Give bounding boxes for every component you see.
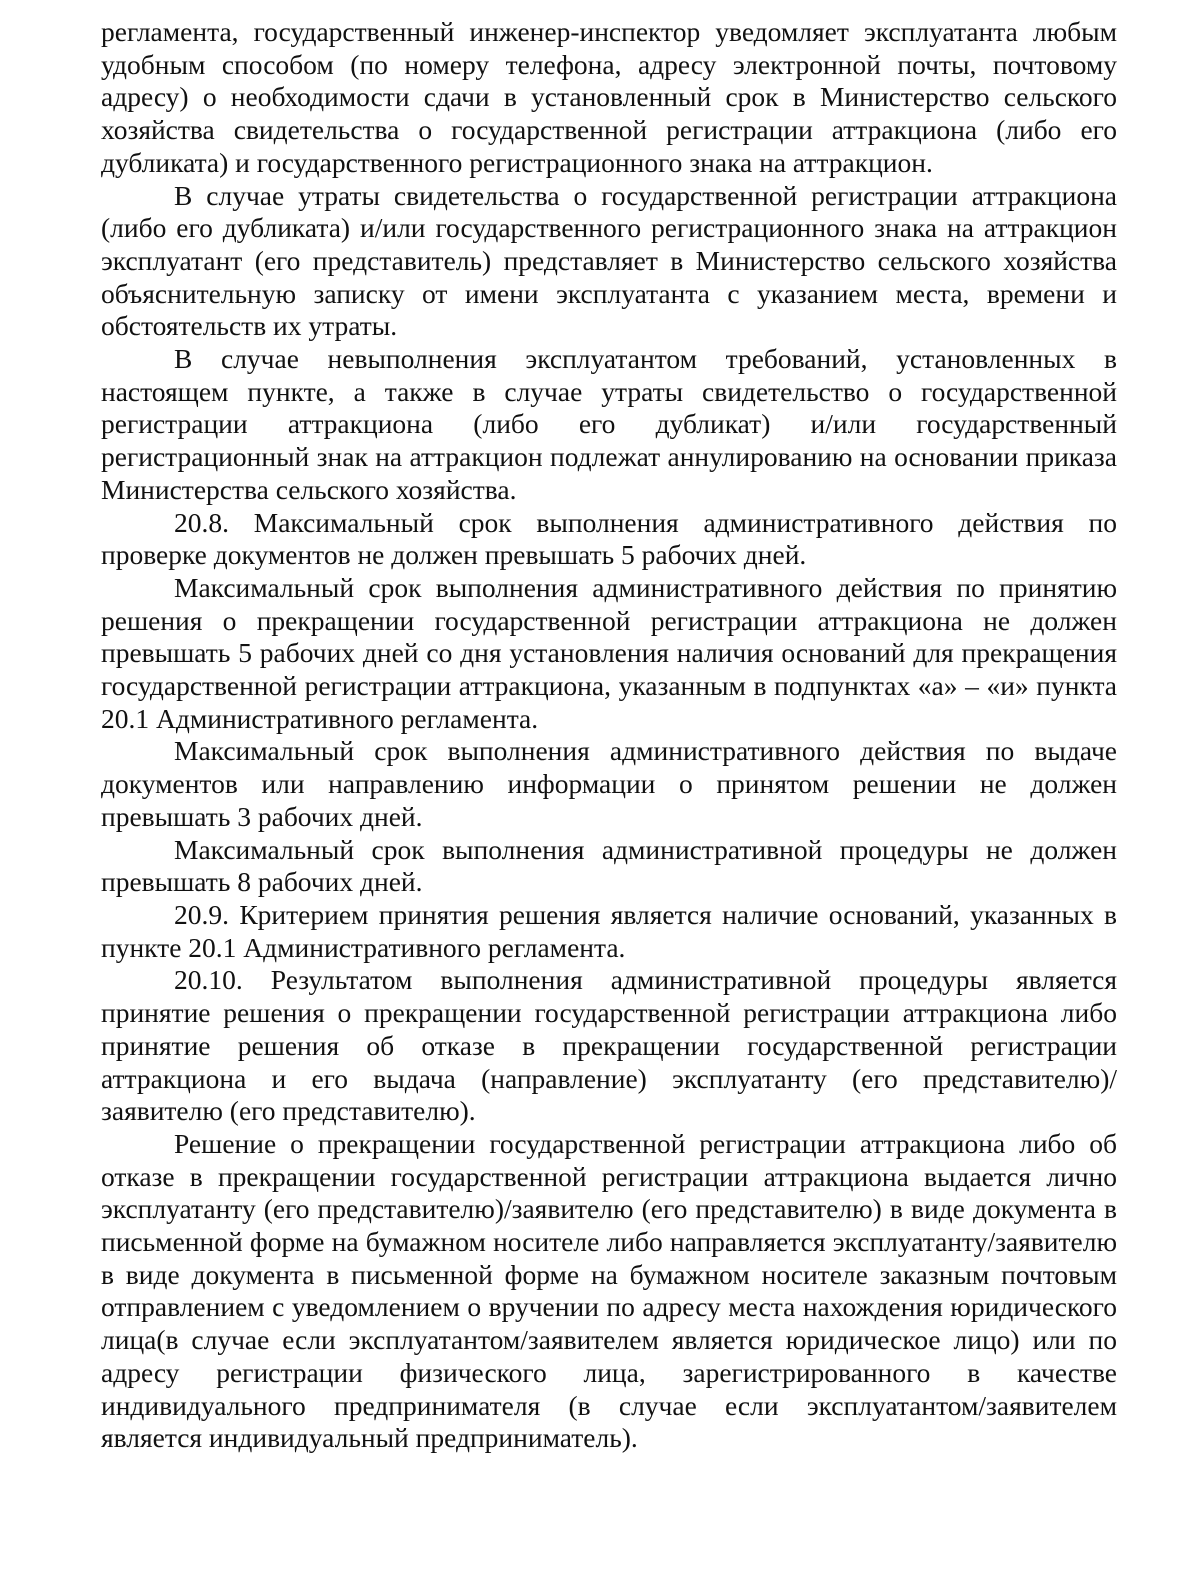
paragraph-20-8: 20.8. Максимальный срок выполнения административного действия по проверке документов не должен превышать 5 рабочих дней. [101,506,1117,571]
document-body [101,16,1117,1455]
paragraph-certificate-loss: В случае утраты свидетельства о государственной регистрации аттракциона (либо его дубликата) и/или государственного регистрационного знака на аттракцион эксплуатант (его представитель) представляет в Министерство сельского хозяйства объяснительную записку от имени эксплуатанта с указанием места, времени и обстоятельств их утраты. [101,179,1117,342]
paragraph-decision-delivery: Решение о прекращении государственной регистрации аттракциона либо об отказе в прекращении государственной регистрации аттракциона выдается лично эксплуатанту (его представителю)/заявителю (его представителю) в виде документа в письменной форме на бумажном носителе либо направляется эксплуатанту/заявителю в виде документа в письменной форме на бумажном носителе заказным почтовым отправлением с уведомлением о вручении по адресу места нахождения юридического лица(в случае если эксплуатантом/заявителем является юридическое лицо) или по адресу регистрации физического лица, зарегистрированного в качестве индивидуального предпринимателя (в случае если эксплуатантом/заявителем является индивидуальный предприниматель). [101,1127,1117,1454]
paragraph-issuance-deadline: Максимальный срок выполнения административного действия по выдаче документов или направлению информации о принятом решении не должен превышать 3 рабочих дней. [101,735,1117,832]
paragraph-registration-notice: регламента, государственный инженер-инспектор уведомляет эксплуатанта любым удобным способом (по номеру телефона, адресу электронной почты, почтовому адресу) о необходимости сдачи в установленный срок в Министерство сельского хозяйства свидетельства о государственной регистрации аттракциона (либо его дубликата) и государственного регистрационного знака на аттракцион. [101,16,1117,178]
paragraph-20-10: 20.10. Результатом выполнения административной процедуры является принятие решения о прекращении государственной регистрации аттракциона либо принятие решения об отказе в прекращении государственной регистрации аттракциона и его выдача (направление) эксплуатанту (его представителю)/ заявителю (его представителю). [101,964,1117,1127]
paragraph-procedure-deadline: Максимальный срок выполнения административной процедуры не должен превышать 8 рабочих дней. [101,833,1117,898]
paragraph-20-9: 20.9. Критерием принятия решения является наличие оснований, указанных в пункте 20.1 Административного регламента. [101,898,1117,963]
paragraph-annulment: В случае невыполнения эксплуатантом требований, установленных в настоящем пункте, а также в случае утраты свидетельство о государственной регистрации аттракциона (либо его дубликат) и/или государственный регистрационный знак на аттракцион подлежат аннулированию на основании приказа Министерства сельского хозяйства. [101,343,1117,505]
paragraph-decision-deadline: Максимальный срок выполнения административного действия по принятию решения о прекращении государственной регистрации аттракциона не должен превышать 5 рабочих дней со дня установления наличия оснований для прекращения государственной регистрации аттракциона, указанным в подпунктах «а» – «и» пункта 20.1 Административного регламента. [101,571,1117,734]
